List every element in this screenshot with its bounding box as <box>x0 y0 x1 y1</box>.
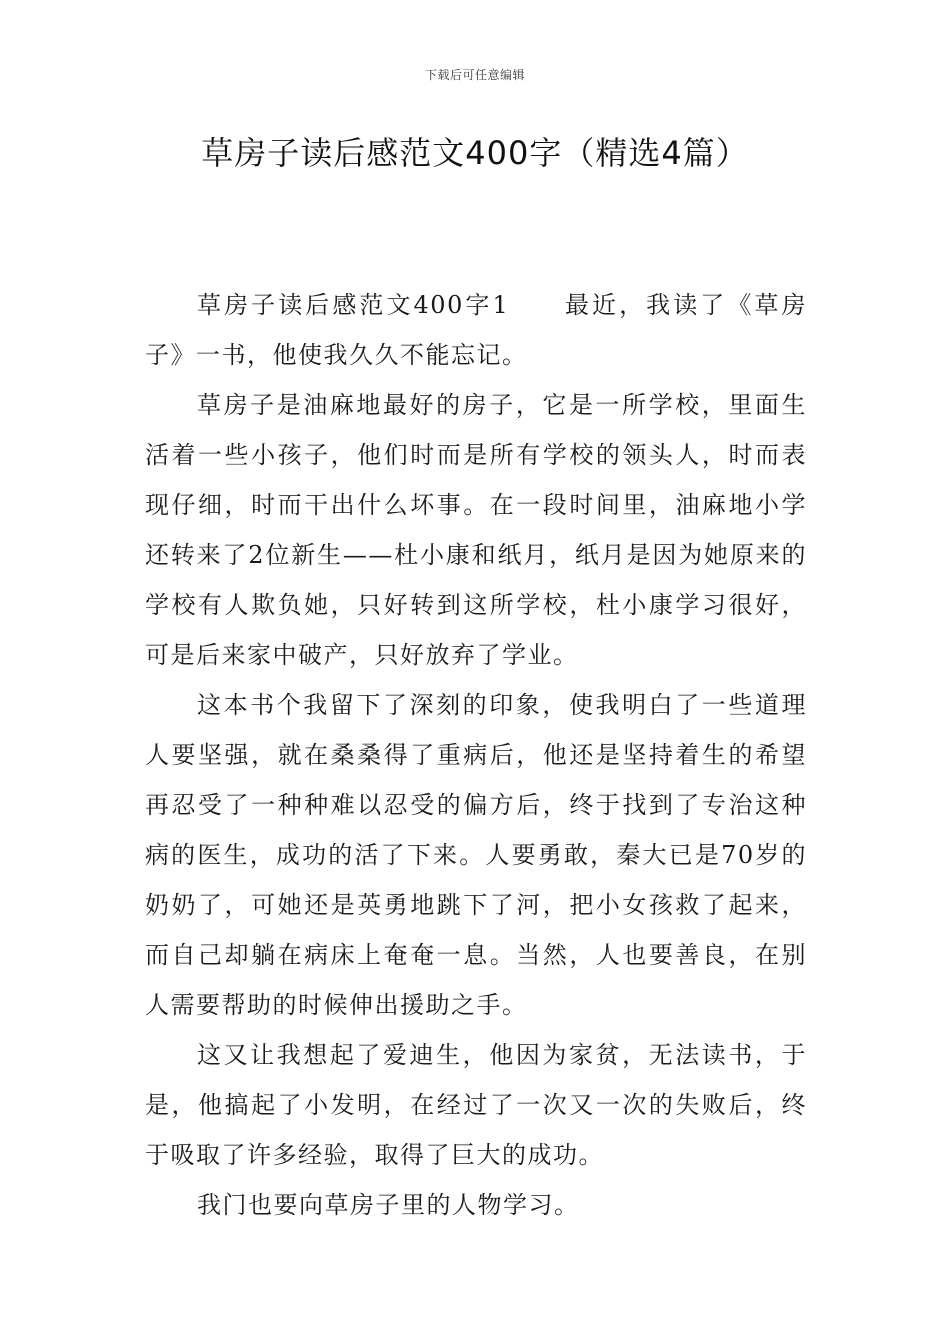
paragraph: 这又让我想起了爱迪生，他因为家贫，无法读书，于是，他搞起了小发明，在经过了一次又一次的失败后，终于吸取了许多经验，取得了巨大的成功。 <box>145 1041 807 1169</box>
document-body <box>145 280 807 1230</box>
paragraph: 我门也要向草房子里的人物学习。 <box>197 1191 580 1219</box>
paragraph: 这本书个我留下了深刻的印象，使我明白了一些道理人要坚强，就在桑桑得了重病后，他还是坚持着生的希望再忍受了一种种难以忍受的偏方后，终于找到了专治这种病的医生，成功的活了下来。人要勇敢，秦大已是70岁的奶奶了，可她还是英勇地跳下了河，把小女孩救了起来，而自己却躺在病床上奄奄一息。当然，人也要善良，在别人需要帮助的时候伸出援助之手。 <box>145 691 807 1019</box>
paragraph: 草房子读后感范文400字1 最近，我读了《草房子》一书，他使我久久不能忘记。 <box>145 291 807 369</box>
header-note: 下载后可任意编辑 <box>424 68 525 82</box>
document-title: 草房子读后感范文400字（精选4篇） <box>201 134 749 172</box>
paragraph: 草房子是油麻地最好的房子，它是一所学校，里面生活着一些小孩子，他们时而是所有学校的领头人，时而表现仔细，时而干出什么坏事。在一段时间里，油麻地小学还转来了2位新生——杜小康和纸月，纸月是因为她原来的学校有人欺负她，只好转到这所学校，杜小康学习很好，可是后来家中破产，只好放弃了学业。 <box>145 391 807 669</box>
